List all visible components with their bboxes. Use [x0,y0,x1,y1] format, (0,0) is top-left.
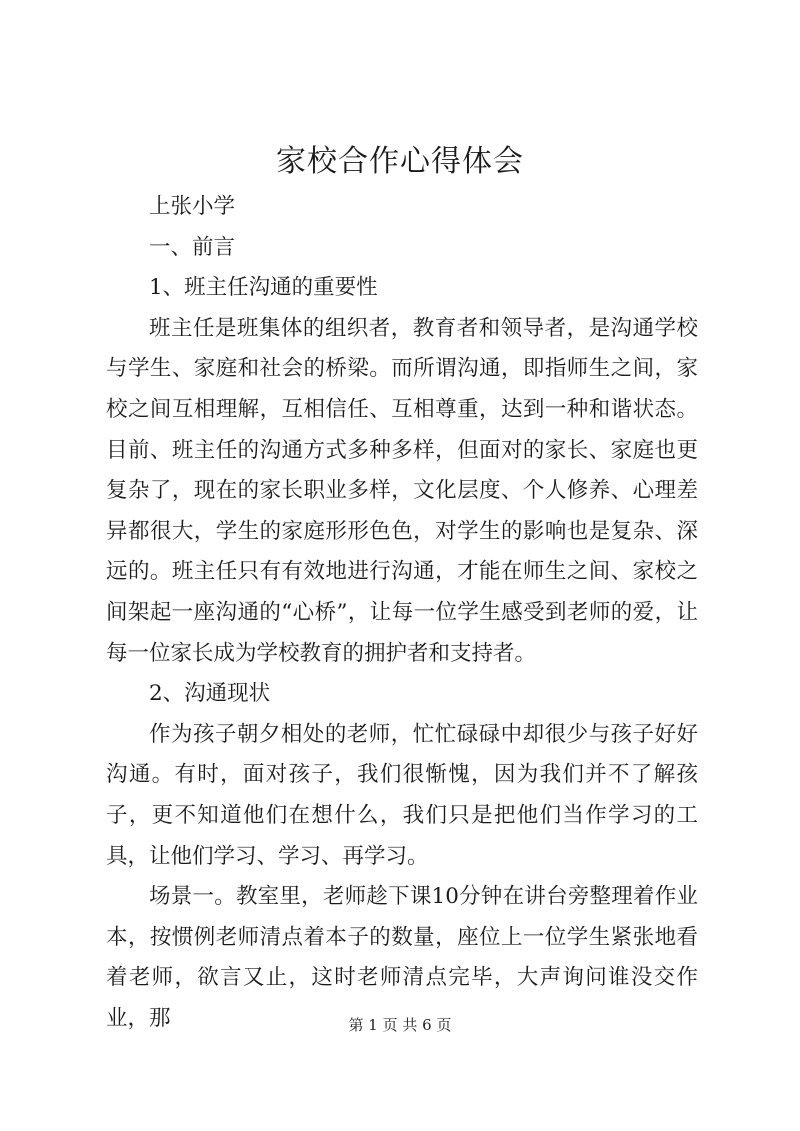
paragraph-importance: 班主任是班集体的组织者，教育者和领导者，是沟通学校与学生、家庭和社会的桥梁。而所谓沟通，即指师生之间，家校之间互相理解，互相信任、互相尊重，达到一种和谐状态。目前、班主任的沟通方式多种多样，但面对的家长、家庭也更复杂了，现在的家长职业多样，文化层度、个人修养、心理差异都很大，学生的家庭形形色色，对学生的影响也是复杂、深远的。班主任只有有效地进行沟通，才能在师生之间、家校之间架起一座沟通的“心桥”，让每一位学生感受到老师的爱，让每一位家长成为学校教育的拥护者和支持者。 [106,315,698,666]
paragraph-scene-one: 场景一。教室里，老师趁下课10分钟在讲台旁整理着作业本，按惯例老师清点着本子的数量，座位上一位学生紧张地看着老师，欲言又止，这时老师清点完毕，大声询问谁没交作业，那 [106,884,698,1031]
page-footer: 第 1 页 共 6 页 [348,1016,452,1034]
paragraph-status: 作为孩子朝夕相处的老师，忙忙碌碌中却很少与孩子好好沟通。有时，面对孩子，我们很惭愧，因为我们并不了解孩子，更不知道他们在想什么，我们只是把他们当作学习的工具，让他们学习、学习、再学习。 [106,721,698,869]
school-name: 上张小学 [149,194,236,219]
page-title: 家校合作心得体会 [276,144,524,179]
section-heading-preface: 一、前言 [149,234,236,260]
subheading-status: 2、沟通现状 [149,681,271,707]
document-body [106,187,698,1039]
subheading-importance: 1、班主任沟通的重要性 [149,275,378,301]
